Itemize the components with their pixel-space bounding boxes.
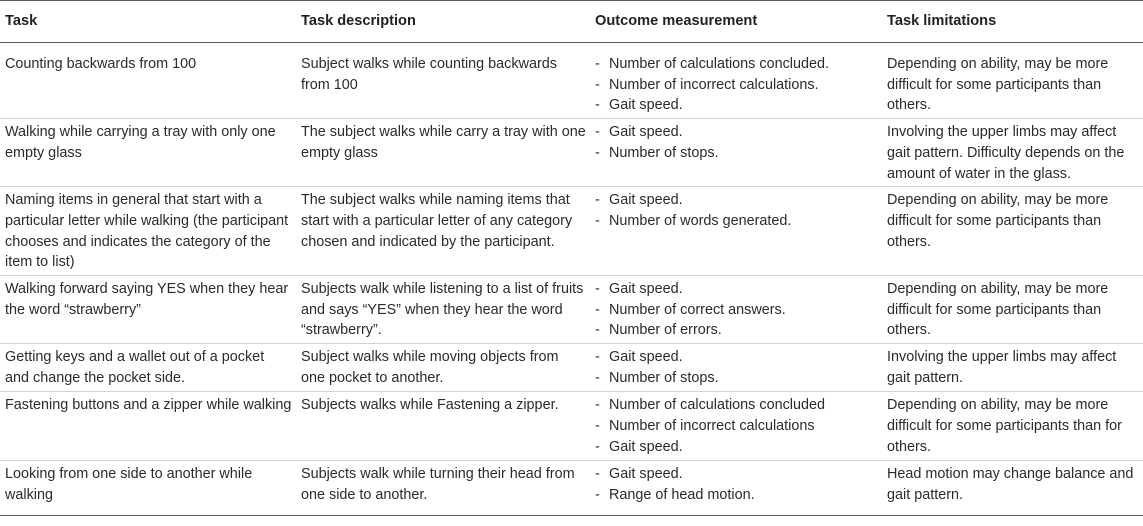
limitations-cell: Depending on ability, may be more difficult for some participants than others. <box>887 56 1109 114</box>
table-row <box>0 344 1143 392</box>
description-cell: The subject walks while naming items that start with a particular letter of any category chosen and indicated by the participant. <box>296 187 590 276</box>
table-row <box>0 461 1143 515</box>
outcome-cell <box>590 119 882 187</box>
outcome-item: - Gait speed. <box>595 437 878 458</box>
header-row <box>0 1 1143 43</box>
limitations-cell: Head motion may change balance and gait pattern. <box>882 461 1143 515</box>
table-header <box>0 1 1143 43</box>
outcome-list <box>595 54 878 116</box>
task-cell: Fastening buttons and a zipper while walking <box>0 392 296 461</box>
description-cell: Subject walks while counting backwards from 100 <box>301 56 557 93</box>
outcome-list <box>595 347 878 388</box>
outcome-cell <box>590 276 882 344</box>
outcome-item: - Gait speed. <box>595 190 878 211</box>
outcome-item: - Number of stops. <box>595 368 878 389</box>
outcome-item: - Gait speed. <box>595 464 878 485</box>
limitations-cell: Depending on ability, may be more difficult for some participants than others. <box>882 187 1143 276</box>
outcome-list <box>595 464 878 505</box>
task-cell: Getting keys and a wallet out of a pocket and change the pocket side. <box>0 344 296 392</box>
header-task-limitations: Task limitations <box>882 1 1143 43</box>
header-task: Task <box>0 1 296 43</box>
outcome-list <box>595 190 878 231</box>
table-row <box>0 43 1143 119</box>
task-cell: Walking while carrying a tray with only one empty glass <box>0 119 296 187</box>
outcome-item: - Gait speed. <box>595 95 878 116</box>
outcome-item: - Number of incorrect calculations. <box>595 75 878 96</box>
task-cell: Counting backwards from 100 <box>5 56 197 72</box>
outcome-cell <box>590 344 882 392</box>
outcome-item: - Number of stops. <box>595 143 878 164</box>
limitations-cell: Depending on ability, may be more difficult for some participants than others. <box>882 276 1143 344</box>
task-cell: Walking forward saying YES when they hear the word “strawberry” <box>0 276 296 344</box>
table-row <box>0 276 1143 344</box>
outcome-list <box>595 122 878 163</box>
outcome-item: - Number of correct answers. <box>595 300 878 321</box>
outcome-cell <box>590 43 882 119</box>
task-cell: Naming items in general that start with a particular letter while walking (the participant chooses and indicates the category of the item to list) <box>0 187 296 276</box>
header-task-description: Task description <box>296 1 590 43</box>
outcome-item: - Number of incorrect calculations <box>595 416 878 437</box>
table-body <box>0 43 1143 516</box>
outcome-item: - Number of errors. <box>595 320 878 341</box>
limitations-cell: Involving the upper limbs may affect gait pattern. Difficulty depends on the amount of water in the glass. <box>882 119 1143 187</box>
outcome-item: - Number of calculations concluded. <box>595 54 878 75</box>
limitations-cell: Depending on ability, may be more difficult for some participants than for others. <box>882 392 1143 461</box>
outcome-item: - Gait speed. <box>595 122 878 143</box>
outcome-list <box>595 279 878 341</box>
outcome-item: - Range of head motion. <box>595 485 878 506</box>
outcome-item: - Number of calculations concluded <box>595 395 878 416</box>
table-row <box>0 119 1143 187</box>
header-outcome-measurement: Outcome measurement <box>590 1 882 43</box>
description-cell: Subjects walk while listening to a list of fruits and says “YES” when they hear the word “strawberry”. <box>296 276 590 344</box>
table-row <box>0 392 1143 461</box>
table-row <box>0 187 1143 276</box>
outcome-cell <box>590 392 882 461</box>
description-cell: Subject walks while moving objects from one pocket to another. <box>296 344 590 392</box>
outcome-cell <box>590 187 882 276</box>
description-cell: Subjects walks while Fastening a zipper. <box>296 392 590 461</box>
outcome-item: - Gait speed. <box>595 347 878 368</box>
outcome-cell <box>590 461 882 515</box>
outcome-item: - Gait speed. <box>595 279 878 300</box>
outcome-item: - Number of words generated. <box>595 211 878 232</box>
description-cell: Subjects walk while turning their head from one side to another. <box>296 461 590 515</box>
outcome-list <box>595 395 878 457</box>
limitations-cell: Involving the upper limbs may affect gait pattern. <box>882 344 1143 392</box>
task-cell: Looking from one side to another while walking <box>0 461 296 515</box>
description-cell: The subject walks while carry a tray with one empty glass <box>296 119 590 187</box>
